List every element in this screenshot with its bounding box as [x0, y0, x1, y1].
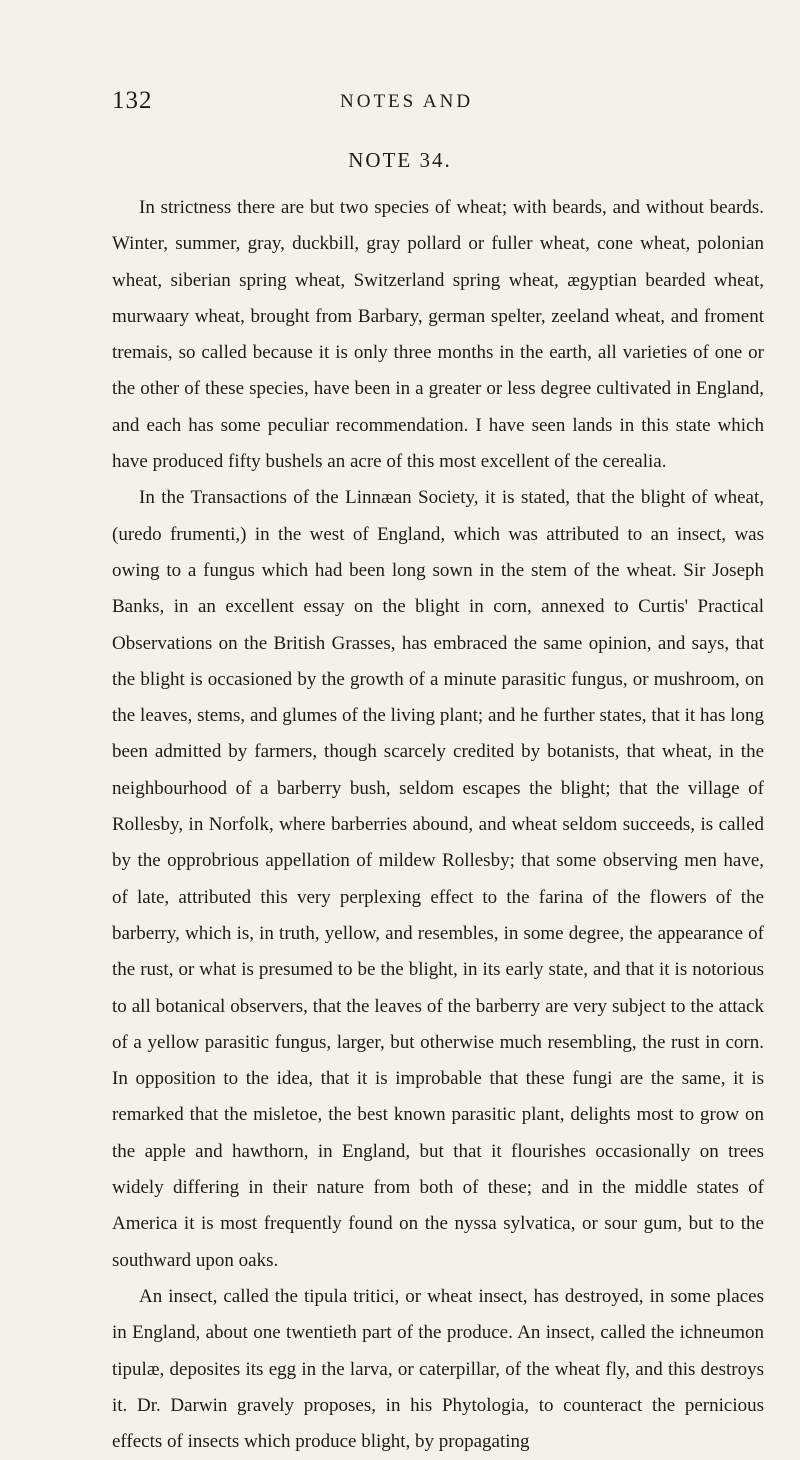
- paragraph-blight: In the Transactions of the Linnæan Society, it is stated, that the blight of wheat, (uredo frumenti,) in the west of England, which was attributed to an insect, was owing to a fungus which had been long sown in the stem of the wheat. Sir Joseph Banks, in an excellent essay on the blight in corn, annexed to Curtis' Practical Observations on the British Grasses, has embraced the same opinion, and says, that the blight is occasioned by the growth of a minute parasitic fungus, or mushroom, on the leaves, stems, and glumes of the living plant; and he further states, that it has long been admitted by farmers, though scarcely credited by botanists, that wheat, in the neighbourhood of a barberry bush, seldom escapes the blight; that the village of Rollesby, in Norfolk, where barberries abound, and wheat seldom succeeds, is called by the opprobrious appellation of mildew Rollesby; that some observing men have, of late, attributed this very perplexing effect to the farina of the flowers of the barberry, which is, in truth, yellow, and resembles, in some degree, the appearance of the rust, or what is presumed to be the blight, in its early state, and that it is notorious to all botanical observers, that the leaves of the barberry are very subject to the attack of a yellow parasitic fungus, larger, but otherwise much resembling, the rust in corn. In opposition to the idea, that it is improbable that these fungi are the same, it is remarked that the misletoe, the best known parasitic plant, delights most to grow on the apple and hawthorn, in England, but that it flourishes occasionally on trees widely differing in their nature from both of these; and in the middle states of America it is most frequently found on the nyssa sylvatica, or sour gum, but to the southward upon oaks.: [112, 487, 764, 1271]
- note-body: [112, 190, 764, 1460]
- paragraph-wheat-species: In strictness there are but two species of wheat; with beards, and without beards. Winter, summer, gray, duckbill, gray pollard or fuller wheat, cone wheat, polonian wheat, siberian spring wheat, Switzerland spring wheat, ægyptian bearded wheat, murwaary wheat, brought from Barbary, german spelter, zeeland wheat, and froment tremais, so called because it is only three months in the earth, all varieties of one or the other of these species, have been in a greater or less degree cultivated in England, and each has some peculiar recommendation. I have seen lands in this state which have produced fifty bushels an acre of this most excellent of the cerealia.: [112, 197, 764, 473]
- paragraph-insects: An insect, called the tipula tritici, or wheat insect, has destroyed, in some places in England, about one twentieth part of the produce. An insect, called the ichneumon tipulæ, deposites its egg in the larva, or caterpillar, of the wheat fly, and this destroys it. Dr. Darwin gravely proposes, in his Phytologia, to counteract the pernicious effects of insects which produce blight, by propagating: [112, 1285, 764, 1453]
- page-number: 132: [112, 87, 153, 114]
- running-head: [112, 87, 752, 117]
- running-title: NOTES AND: [340, 91, 474, 112]
- note-heading: NOTE 34.: [348, 148, 452, 172]
